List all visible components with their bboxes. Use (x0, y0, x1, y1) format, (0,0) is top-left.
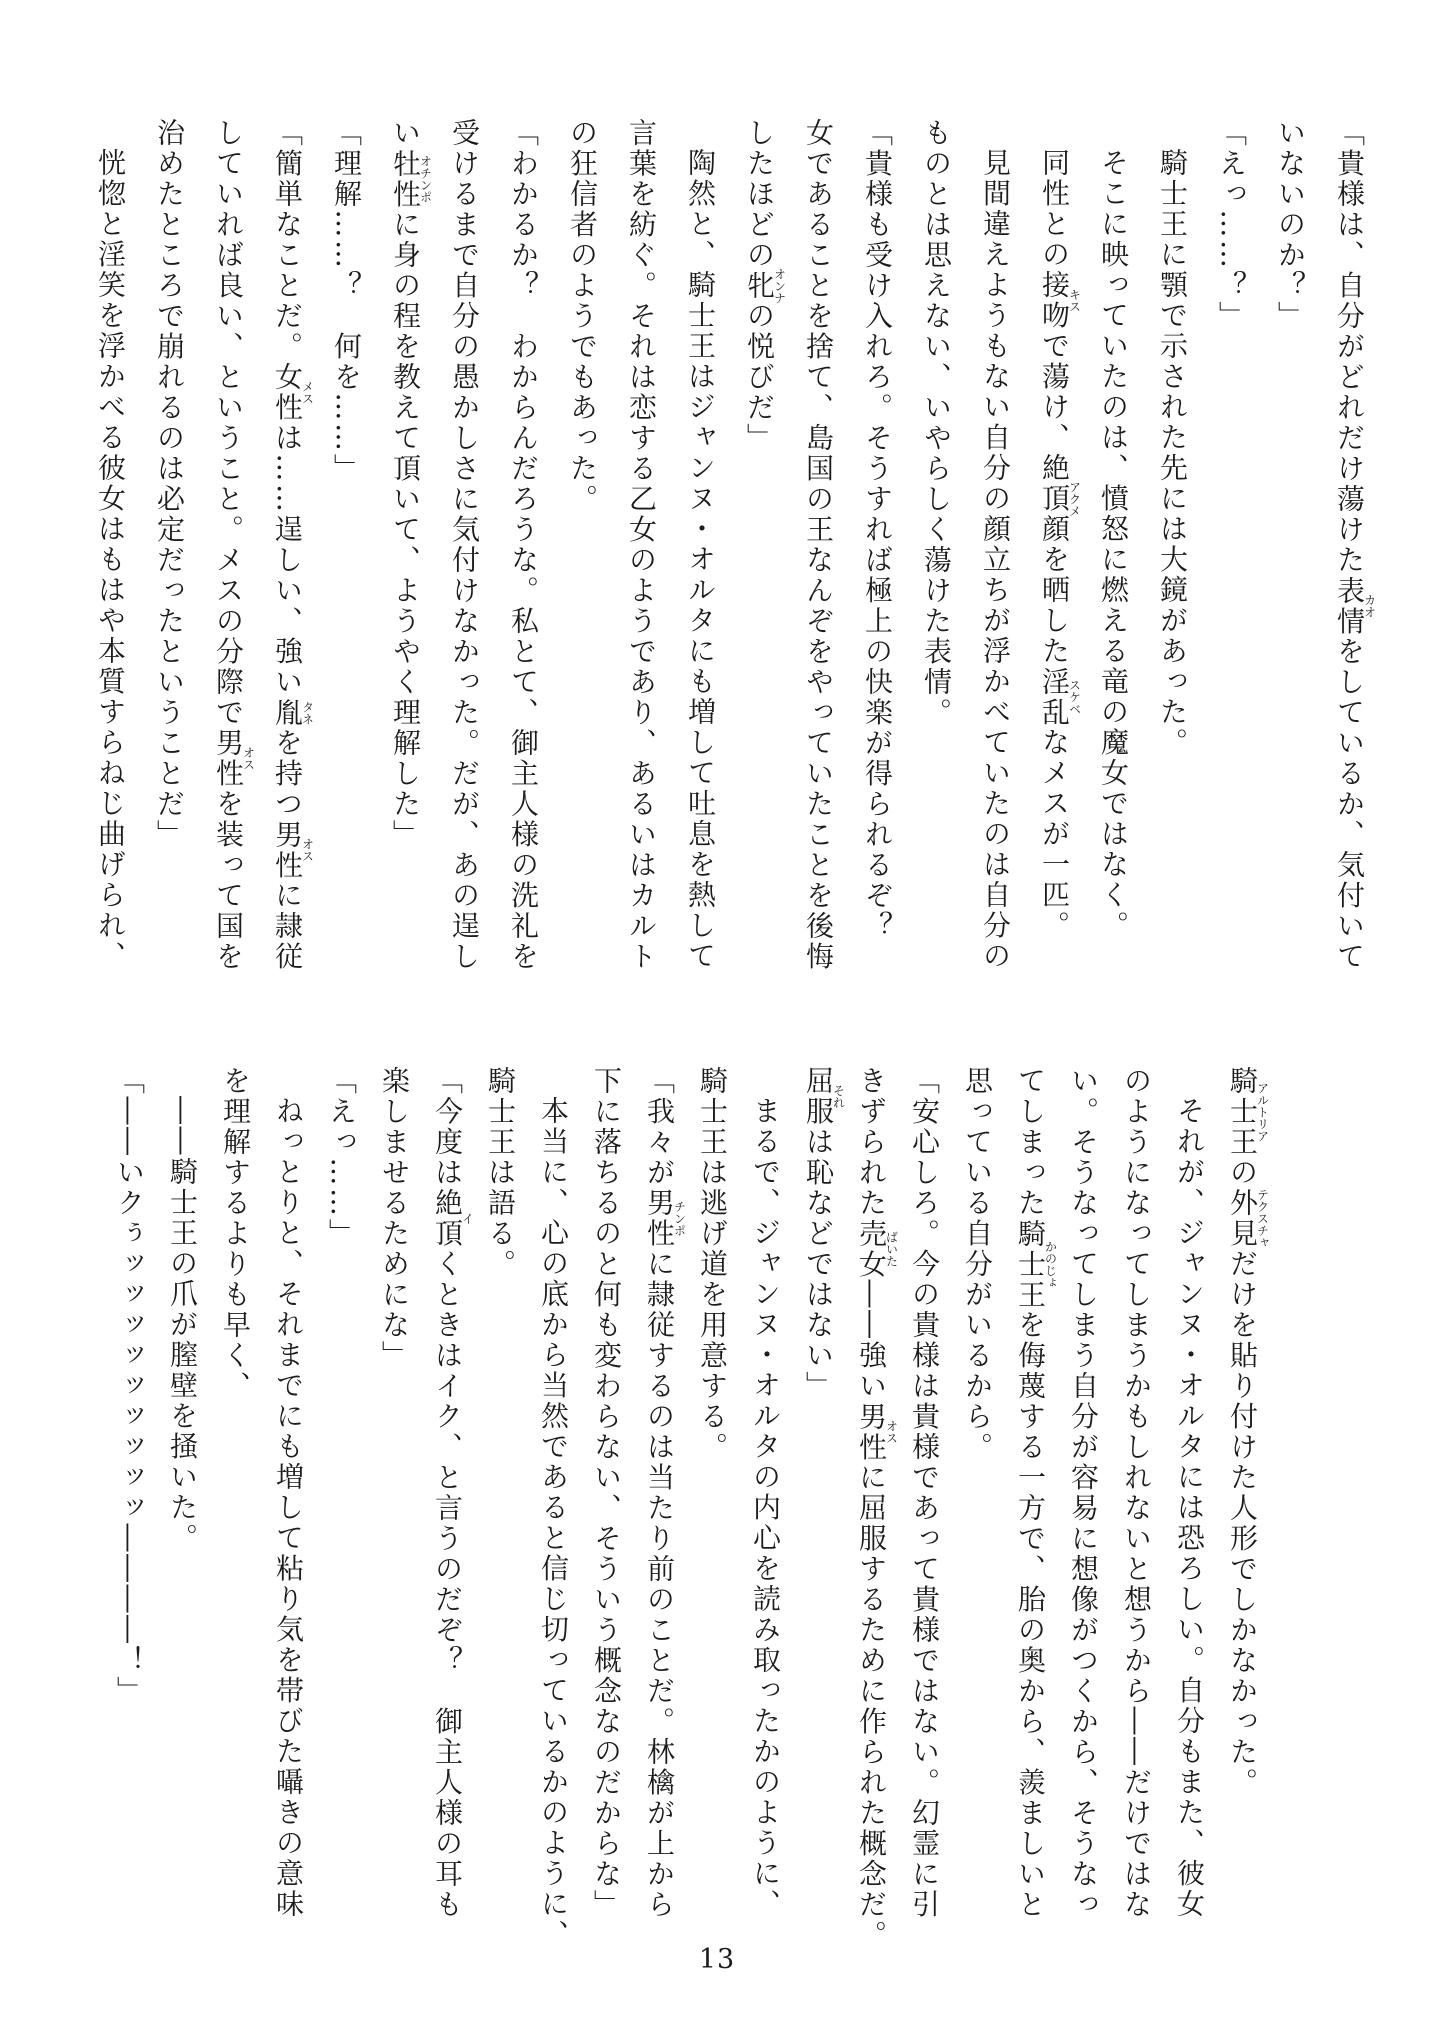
text-line: 楽しませるためにな」 (378, 1066, 411, 1371)
text-line: 騎士王は語る。 (484, 1066, 517, 1280)
text-line: 陶然と、騎士王はジャンヌ・オルタにも増して吐息を熱して (684, 148, 717, 972)
ruby-annotated-word: 表情カオ (1333, 575, 1377, 637)
text-line: 「――いクぅッッッッッッッッッ――――！」 (113, 1066, 146, 1707)
text-line: したほどの牝オンナの悦びだ」 (743, 118, 787, 454)
ruby-annotated-word: 絶頂イ (431, 1188, 475, 1249)
text-line: 治めたところで崩れるのは必定だったということだ」 (153, 118, 186, 850)
ruby-annotated-word: 牡性オチンポ (389, 148, 433, 210)
text-line: きずられた売女ばいた――強い男性オスに屈服するために作られた概念だ。 (855, 1066, 899, 1951)
text-line: 女であることを捨て、島国の王なんぞをやっていたことを後悔 (802, 118, 835, 972)
text-line: いないのか？」 (1274, 118, 1307, 332)
ruby-annotated-word: 淫乱スケベ (1038, 666, 1082, 728)
text-line: それが、ジャンヌ・オルタには恐ろしい。自分もまた、彼女 (1173, 1096, 1206, 1920)
ruby-annotated-word: 胤タネ (271, 697, 315, 728)
ruby-annotated-word: 男性オス (855, 1401, 899, 1463)
text-line: そこに映っていたのは、憤怒に燃える竜の魔女ではなく。 (1097, 148, 1130, 941)
text-line: 見間違えようもない自分の顔立ちが浮かべていたのは自分の (979, 148, 1012, 972)
text-line: 騎士王は逃げ道を用意する。 (696, 1066, 729, 1463)
text-line: 「貴様も受け入れろ。そうすれば極上の快楽が得られるぞ？ (861, 118, 894, 942)
text-line: てしまった騎士王かのじょを侮蔑する一方で、胎の奥から、羨ましいと (1014, 1066, 1058, 1920)
text-line: の狂信者のようでもあった。 (566, 118, 599, 515)
ruby-annotated-word: 絶頂顔アクメ (1038, 453, 1082, 545)
text-line: 「簡単なことだ。女性メスは……逞しい、強い胤タネを持つ男性オスに隷従 (271, 118, 315, 972)
text-line: まるで、ジャンヌ・オルタの内心を読み取ったかのように、 (749, 1096, 782, 1920)
text-line: 恍惚と淫笑を浮かべる彼女はもはや本質すらねじ曲げられ、 (94, 148, 127, 972)
text-line: 言葉を紡ぐ。それは恋する乙女のようであり、あるいはカルト (625, 118, 658, 972)
ruby-annotated-word: 男性オス (271, 819, 315, 881)
ruby-annotated-word: 牝オンナ (743, 267, 787, 304)
text-line: 「安心しろ。今の貴様は貴様であって貴様ではない。幻霊に引 (908, 1066, 941, 1920)
text-line: 「えっ……」 (325, 1066, 358, 1249)
page-number: 13 (698, 1944, 736, 1975)
text-line: していれば良い、ということ。メスの分際で男性オスを装って国を (212, 118, 256, 972)
ruby-annotated-word: 騎士王かのじょ (1014, 1218, 1058, 1310)
ruby-annotated-word: 外見テクスチャ (1226, 1188, 1270, 1249)
text-line: を理解するよりも早く、 (219, 1066, 252, 1402)
text-block-lower (103, 1066, 1269, 1956)
text-line: ねっとりと、それまでにも増して粘り気を帯びた囁きの意味 (272, 1096, 305, 1920)
text-line: 騎士王アルトリアの外見テクスチャだけを貼り付けた人形でしかなかった。 (1226, 1066, 1270, 1798)
text-line: 本当に、心の底から当然であると信じ切っているかのように、 (537, 1096, 570, 1950)
text-line: 「今度は絶頂イくときはイク、と言うのだぞ？ 御主人様の耳も (431, 1066, 475, 1920)
text-line: 「我々が男性チンポに隷従するのは当たり前のことだ。林檎が上から (643, 1066, 687, 1920)
ruby-annotated-word: 女性メス (271, 362, 315, 423)
ruby-annotated-word: 屈服それ (802, 1066, 846, 1127)
text-line: 屈服それは恥などではない」 (802, 1066, 846, 1402)
text-line: ものとは思えない、いやらしく蕩けた表情。 (920, 118, 953, 728)
text-line: い。そうなってしまう自分が容易に想像がつくから、そうなっ (1067, 1066, 1100, 1920)
text-line: 受けるまで自分の愚かしさに気付けなかった。だが、あの逞し (448, 118, 481, 972)
text-line: のようになってしまうかもしれないと想うから――だけではな (1120, 1066, 1153, 1920)
text-line: 思っている自分がいるから。 (961, 1066, 994, 1463)
text-line: 「理解……？ 何を……」 (330, 118, 363, 484)
ruby-annotated-word: 売女ばいた (855, 1218, 899, 1280)
text-block-upper (81, 118, 1379, 998)
ruby-annotated-word: 男性チンポ (643, 1188, 687, 1249)
ruby-annotated-word: 騎士王アルトリア (1226, 1066, 1270, 1158)
text-line: ――騎士王の爪が膣壁を掻いた。 (166, 1096, 199, 1554)
ruby-annotated-word: 男性オス (212, 728, 256, 789)
text-line: 「貴様は、自分がどれだけ蕩けた表情カオをしているか、気付いて (1333, 118, 1377, 972)
text-line: 「わかるか？ わからんだろうな。私とて、御主人様の洗礼を (507, 118, 540, 972)
text-line: い牡性オチンポに身の程を教えて頂いて、ようやく理解した」 (389, 118, 433, 850)
text-line: 同性との接吻キスで蕩け、絶頂顔アクメを晒した淫乱スケベなメスが一匹。 (1038, 148, 1082, 941)
ruby-annotated-word: 接吻キス (1038, 270, 1082, 331)
text-line: 下に落ちるのと何も変わらない、そういう概念なのだからな」 (590, 1066, 623, 1920)
text-line: 「えっ……？」 (1215, 118, 1248, 332)
text-line: 騎士王に顎で示された先には大鏡があった。 (1156, 148, 1189, 758)
